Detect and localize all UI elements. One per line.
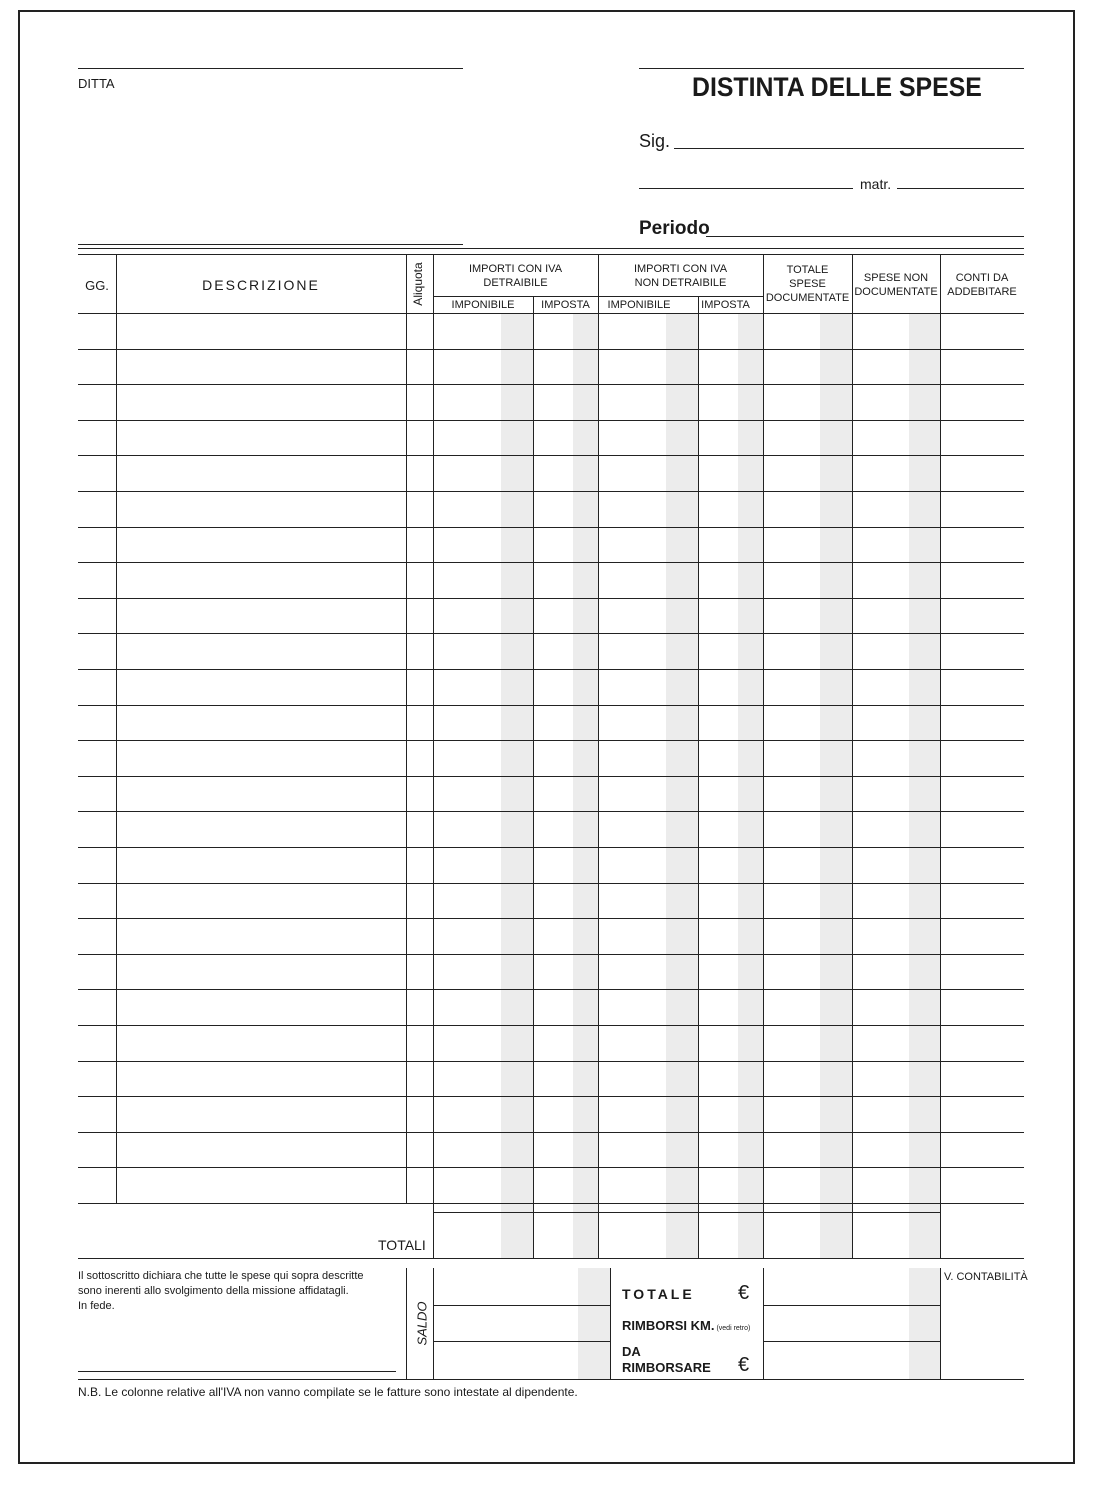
subheader-line-2: [598, 296, 763, 297]
subheader-line-1: [433, 296, 598, 297]
matr-field[interactable]: [897, 188, 1024, 189]
table-row[interactable]: [78, 491, 1024, 492]
nb-note: N.B. Le colonne relative all'IVA non vanno compilate se le fatture sono intestate al dipendente.: [78, 1385, 578, 1399]
table-row[interactable]: [78, 384, 1024, 385]
periodo-line-2: [78, 248, 1024, 249]
sub-imponibile-2: IMPONIBILE: [607, 299, 671, 311]
periodo-field[interactable]: [706, 236, 1024, 237]
saldo-row-2[interactable]: [433, 1341, 610, 1342]
rimborsare-label: RIMBORSARE: [622, 1360, 711, 1375]
table-row[interactable]: [78, 811, 1024, 812]
col-descrizione: DESCRIZIONE: [202, 277, 320, 293]
ditta-label: DITTA: [78, 76, 115, 91]
col-totale-spese-3: DOCUMENTATE: [765, 292, 850, 304]
saldo-amount-right: [610, 1268, 611, 1379]
group-non-detraibile-line-2: NON DETRAIBILE: [634, 277, 727, 289]
table-bottom-line: [78, 1258, 1024, 1259]
table-row[interactable]: [78, 1203, 1024, 1204]
group-detraibile-line-2: DETRAIBILE: [483, 277, 548, 289]
col-totale-spese-2: SPESE: [789, 278, 826, 290]
euro-icon-1: €: [738, 1282, 750, 1304]
periodo-label: Periodo: [639, 218, 710, 239]
saldo-right: [433, 1268, 434, 1379]
col-aliquota: Aliquota: [411, 262, 425, 306]
footer-bottom-line: [78, 1379, 1024, 1380]
table-row[interactable]: [78, 883, 1024, 884]
table-row[interactable]: [78, 705, 1024, 706]
rimborsi-label: [622, 1318, 750, 1333]
saldo-label: SALDO: [414, 1301, 430, 1346]
sub-imponibile-1: IMPONIBILE: [451, 299, 515, 311]
table-row[interactable]: [78, 527, 1024, 528]
table-row[interactable]: [78, 1025, 1024, 1026]
footer-amount-shade: [909, 1268, 940, 1379]
sub-imposta-2: IMPOSTA: [701, 299, 750, 311]
table-row[interactable]: [78, 954, 1024, 955]
col-gg: GG.: [85, 278, 109, 293]
saldo-row-1[interactable]: [433, 1305, 610, 1306]
totale-amount-field[interactable]: [763, 1305, 940, 1306]
table-row[interactable]: [78, 918, 1024, 919]
matr-label: matr.: [860, 176, 892, 192]
vline-imposta-1: [533, 296, 534, 1259]
table-row[interactable]: [78, 349, 1024, 350]
page-title: DISTINTA DELLE SPESE: [692, 72, 982, 102]
vline-group-2: [598, 254, 599, 1259]
table-row[interactable]: [78, 847, 1024, 848]
table-row[interactable]: [78, 989, 1024, 990]
table-row[interactable]: [78, 1167, 1024, 1168]
table-row[interactable]: [78, 740, 1024, 741]
sub-imposta-1: IMPOSTA: [541, 299, 590, 311]
vline-imposta-2: [698, 296, 699, 1259]
declaration-line-2: sono inerenti allo svolgimento della missione affidatagli.: [78, 1285, 349, 1297]
da-label: DA: [622, 1344, 641, 1359]
table-row[interactable]: [78, 1096, 1024, 1097]
table-row[interactable]: [78, 598, 1024, 599]
vline-conti: [940, 254, 941, 1259]
title-line: [639, 68, 1024, 69]
table-row[interactable]: [78, 562, 1024, 563]
col-totale-spese-1: TOTALE: [786, 264, 829, 276]
col-conti-1: CONTI DA: [955, 272, 1009, 284]
rimborsi-note: (vedi retro): [716, 1325, 751, 1332]
table-row[interactable]: [78, 455, 1024, 456]
col-spese-non-2: DOCUMENTATE: [854, 286, 938, 298]
declaration-line-3: In fede.: [78, 1300, 115, 1312]
vline-spese-non: [852, 254, 853, 1259]
ditta-line-top: [78, 68, 463, 69]
vline-aliquota-right: [433, 254, 434, 1259]
declaration-line-1: Il sottoscritto dichiara che tutte le spese qui sopra descritte: [78, 1270, 364, 1282]
table-row[interactable]: [78, 420, 1024, 421]
table-row[interactable]: [78, 1061, 1024, 1062]
rimborsi-text: RIMBORSI KM.: [622, 1318, 715, 1333]
sig-field[interactable]: [674, 148, 1024, 149]
table-header-bottom: [78, 313, 1024, 314]
col-conti-2: ADDEBITARE: [947, 286, 1017, 298]
vline-totale: [763, 254, 764, 1259]
footer-amount-right: [940, 1268, 941, 1379]
col-spese-non-1: SPESE NON: [863, 272, 929, 284]
sig-label: Sig.: [639, 131, 671, 151]
totale-label: TOTALE: [622, 1286, 695, 1302]
footer-amount-left: [763, 1268, 764, 1379]
table-row[interactable]: [78, 669, 1024, 670]
table-row[interactable]: [78, 1132, 1024, 1133]
rimborsi-amount-field[interactable]: [763, 1341, 940, 1342]
table-top-line: [78, 254, 1024, 255]
contabilita-label: V. CONTABILITÀ: [944, 1271, 1028, 1283]
totali-label: TOTALI: [378, 1237, 426, 1253]
table-row[interactable]: [78, 633, 1024, 634]
totals-top-line: [433, 1212, 940, 1213]
group-non-detraibile-line-1: IMPORTI CON IVA: [633, 263, 728, 275]
saldo-left: [406, 1268, 407, 1379]
table-row[interactable]: [78, 776, 1024, 777]
group-detraibile-line-1: IMPORTI CON IVA: [468, 263, 563, 275]
signature-field[interactable]: [78, 1371, 396, 1372]
ditta-line-bottom: [78, 244, 463, 245]
saldo-shade: [578, 1268, 610, 1379]
name-field[interactable]: [639, 188, 853, 189]
euro-icon-2: €: [738, 1354, 750, 1376]
